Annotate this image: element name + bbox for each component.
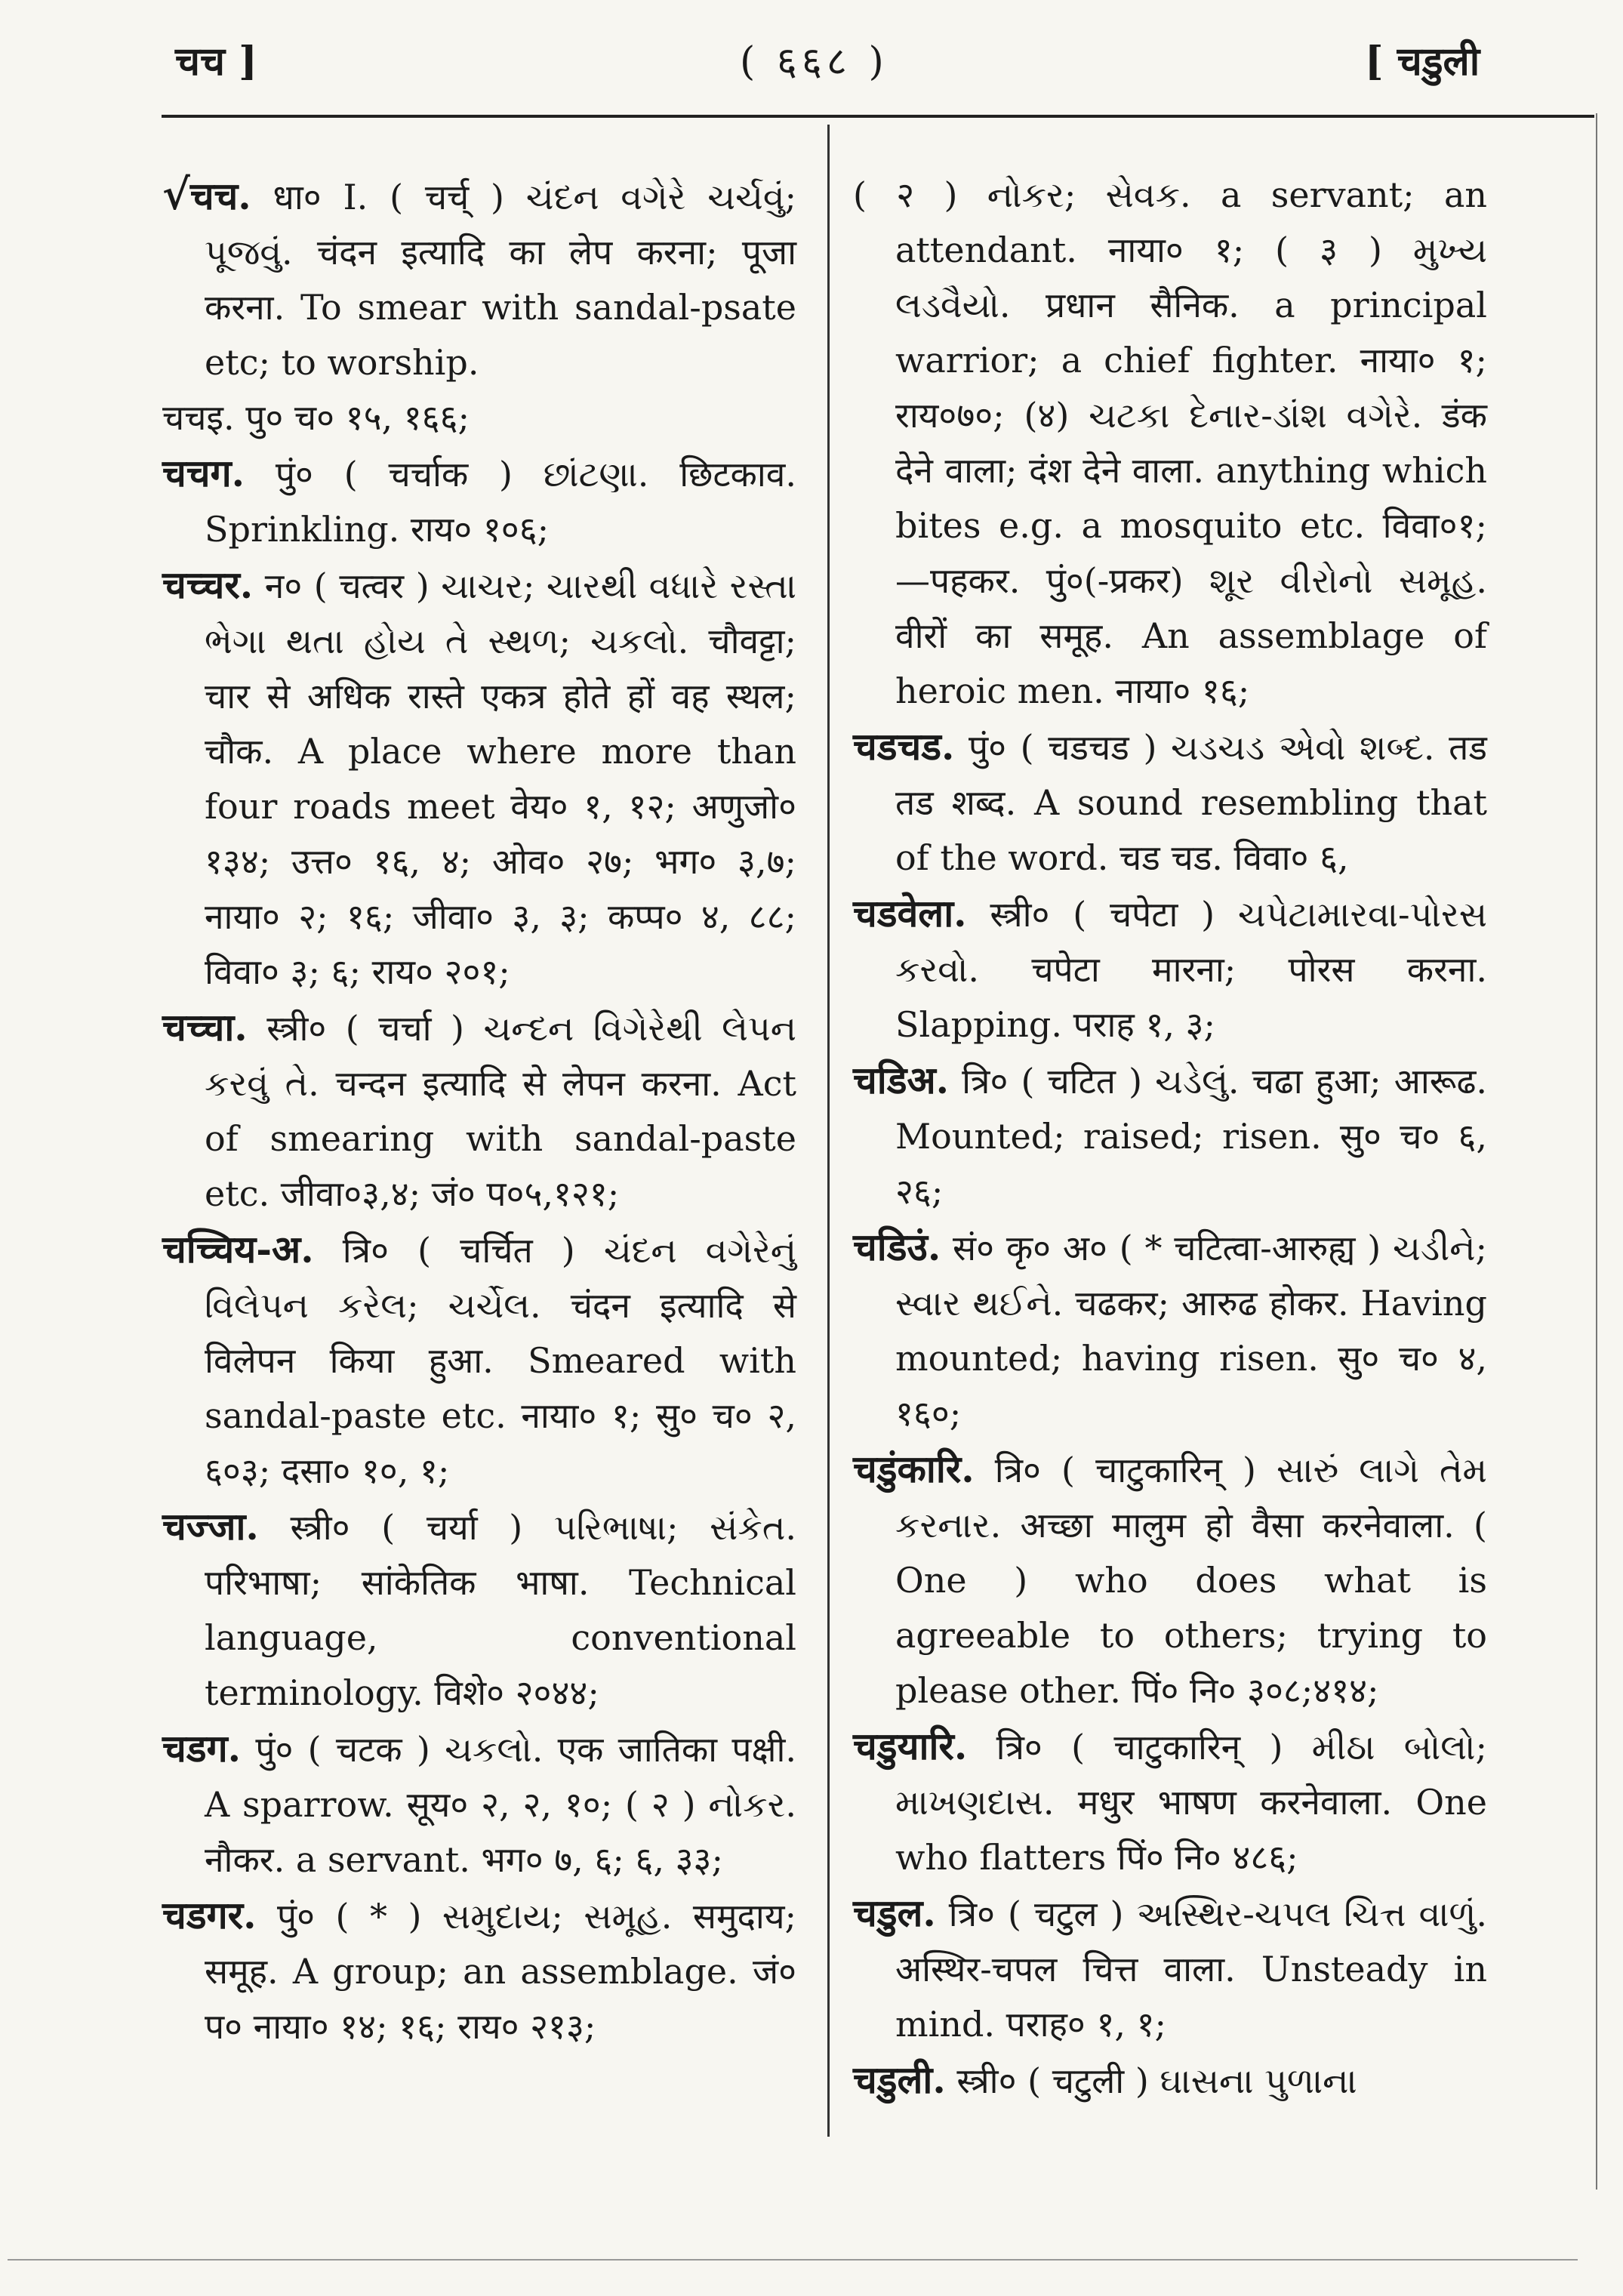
headword: चडचड. — [853, 724, 955, 769]
headword: चडुंकारि. — [853, 1447, 975, 1491]
dictionary-entry — [162, 390, 796, 445]
dictionary-entry — [162, 557, 796, 1000]
dictionary-entry — [853, 886, 1487, 1052]
headword: चच्चा. — [162, 1005, 248, 1049]
dictionary-entry — [162, 1888, 796, 2054]
headword: चच. — [189, 174, 251, 218]
page-number: ( ६६८ ) — [740, 39, 888, 85]
definition: पुं० ( * ) સમુદાય; સમૂહ. समुदाय; समूह. A group; an assemblage. जं० प० नाया० १४; १६; राय० २१३; — [205, 1896, 796, 2047]
headword: चज्जा. — [162, 1504, 259, 1549]
definition: पुं० ( चडचड ) ચડચડ એવો શબ્દ. तड तड शब्द. A sound resembling that of the word. चड चड. विवा० ६, — [895, 727, 1487, 878]
right-guide-word: [ चडुली — [1365, 39, 1480, 85]
definition: ( २ ) નોકર; સેવક. a servant; an attendant. नाया० १; ( ३ ) મુખ્ય લડવૈયો. प्रधान सैनिक. a principal warrior; a chief fighter. नाया० १; राय०७०; (४) ચટકા દેનાર-ડાંશ વગેરે. डंक देने वाला; दंश देने वाला. anything which bites e.g. a mosquito etc. विवा०१;—पहकर. पुं०(-प्रकर) શૂર વીરોનો સમૂહ. वीरों का समूह. An assemblage of heroic men. नाया० १६; — [853, 174, 1487, 711]
right-margin-rule — [1596, 113, 1597, 2190]
headword: चडिअ. — [853, 1058, 950, 1102]
definition: त्रि० ( चटुल ) અસ્થિર-ચપલ ચિત્ત વાળું. अस्थिर-चपल चित्त वाला. Unsteady in mind. पराह० १, १; — [895, 1894, 1487, 2045]
headword: चच्चिय-अ. — [162, 1227, 314, 1271]
definition: स्त्री० ( चर्चा ) ચન્દન વિગેરેથી લેપન કરવું તે. चन्दन इत्यादि से लेपन करना. Act of smearing with sandal-paste etc. जीवा०३,४; जं० प०५,१२१; — [205, 1008, 796, 1214]
definition: पुं० ( चर्चाक ) છાંટણા. छिटकाव. Sprinkling. राय० १०६; — [205, 454, 796, 550]
dictionary-entry — [162, 1721, 796, 1888]
left-column — [162, 168, 796, 2054]
definition: चचइ. पु० च० १५, १६६; — [162, 397, 470, 438]
right-column — [853, 168, 1487, 2109]
definition: त्रि० ( चाटुकारिन् ) મીઠા બોલો; માખણદાસ. मधुर भाषण करनेवाला. One who flatters पिं० नि० ४८६; — [895, 1727, 1487, 1878]
dictionary-entry — [162, 168, 796, 390]
dictionary-entry — [853, 1219, 1487, 1441]
definition: त्रि० ( चाटुकारिन् ) સારું લાગે તેમ કરનાર. अच्छा मालुम हो वैसा करनेवाला. ( One ) who does what is agreeable to others; trying to please other. पिं० नि० ३०८;४१४; — [895, 1450, 1487, 1711]
dictionary-entry — [853, 2052, 1487, 2109]
checkmark-icon: √ — [162, 170, 190, 220]
definition: स्त्री० ( चपेटा ) ચપેટામારવા-પોરસ કરવો. चपेटा मारना; पोरस करना. Slapping. पराह १, ३; — [895, 894, 1487, 1045]
headword: चचग. — [162, 451, 245, 495]
dictionary-entry — [853, 168, 1487, 719]
dictionary-entry — [162, 1499, 796, 1721]
definition: सं० कृ० अ० ( * चटित्वा-आरुह्य ) ચડીને; સ્વાર થઈને. चढकर; आरुढ होकर. Having mounted; having risen. सु० च० ४, १६०; — [895, 1228, 1487, 1434]
definition: त्रि० ( चटित ) ચડેલું. चढा हुआ; आरूढ. Mounted; raised; risen. सु० च० ६, २६; — [895, 1061, 1487, 1212]
definition: न० ( चत्वर ) ચાચર; ચારથી વધારે રસ્તા ભેગા થતા હોય તે સ્થળ; ચકલો. चौवट्टा; चार से अधिक रास्ते एकत्र होते हों वह स्थल; चौक. A place where more than four roads meet वेय० १, १२; अणुजो० १३४; उत्त० १६, ४; ओव० २७; भग० ३,७; नाया० २; १६; जीवा० ३, ३; कप्प० ४, ८८; विवा० ३; ६; राय० २०१; — [205, 566, 796, 992]
headword: चडुयारि. — [853, 1724, 968, 1768]
headword: चडिउं. — [853, 1225, 941, 1269]
headword: चडग. — [162, 1726, 242, 1771]
definition: स्त्री० ( चर्या ) પરિભાષા; સંકેત. परिभाषा; सांकेतिक भाषा. Technical language, conventional terminology. विशे० २०४४; — [205, 1507, 796, 1713]
dictionary-entry — [853, 719, 1487, 886]
dictionary-entry — [853, 1885, 1487, 2052]
dictionary-entry — [853, 1052, 1487, 1219]
dictionary-entry — [162, 445, 796, 557]
dictionary-entry — [162, 1222, 796, 1499]
definition: पुं० ( चटक ) ચકલો. एक जातिका पक्षी. A sparrow. सूय० २, २, १०; ( २ ) નોકર. नौकर. a servant. भग० ७, ६; ६, ३३; — [205, 1729, 796, 1880]
headword: चडुली. — [853, 2057, 946, 2102]
column-divider — [827, 125, 830, 2137]
dictionary-entry — [162, 1000, 796, 1222]
bottom-edge-rule — [8, 2259, 1578, 2261]
left-guide-word: चच ] — [175, 39, 257, 85]
header-rule — [162, 115, 1594, 118]
headword: चडगर. — [162, 1893, 257, 1937]
headword: चच्चर. — [162, 562, 254, 607]
dictionary-entry — [853, 1718, 1487, 1885]
definition: स्त्री० ( चटुली ) ઘાસના પુળાના — [945, 2060, 1357, 2101]
headword: चडवेला. — [853, 891, 967, 935]
dictionary-entry — [853, 1441, 1487, 1718]
definition: धा० I. ( चर्च् ) ચંદન વગેરે ચર્ચવું; પૂજવું. चंदन इत्यादि का लेप करना; पूजा करना. To smear with sandal-psate etc; to worship. — [205, 177, 796, 383]
headword: चडुल. — [853, 1891, 936, 1935]
definition: त्रि० ( चर्चित ) ચંદન વગેરેનું વિલેપન કરેલ; ચર્ચેલ. चंदन इत्यादि से विलेपन किया हुआ. Smeared with sandal-paste etc. नाया० १; सु० च० २, ६०३; दसा० १०, १; — [205, 1230, 796, 1491]
